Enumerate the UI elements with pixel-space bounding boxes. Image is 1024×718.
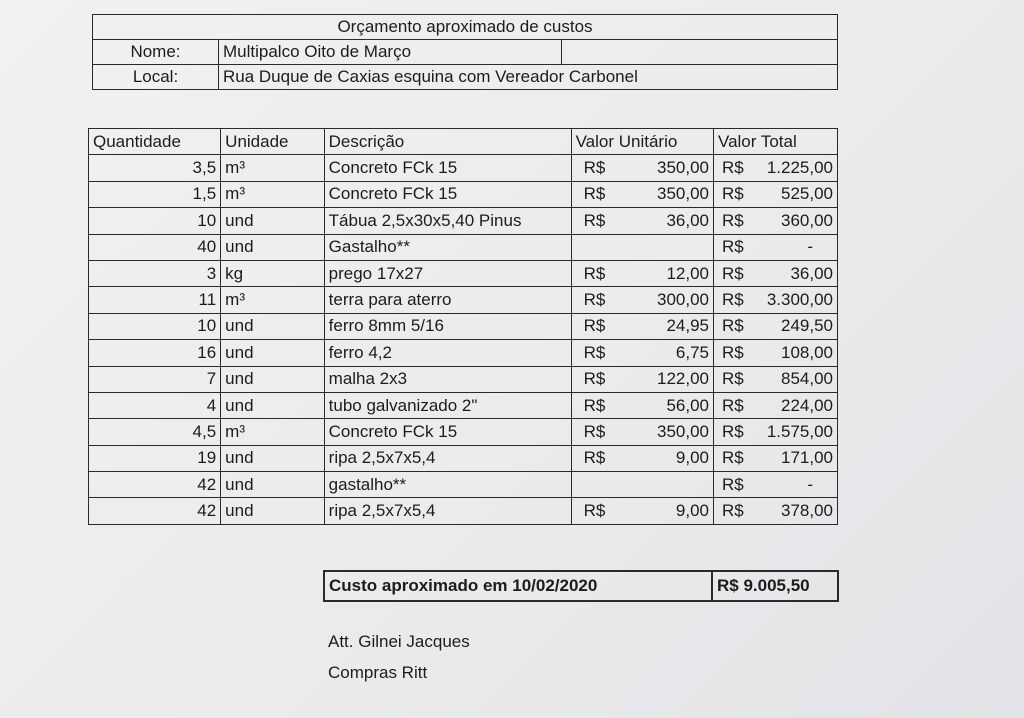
currency-symbol: R$ (722, 395, 744, 415)
name-extra-cell (562, 40, 838, 65)
total-price-cell (714, 313, 838, 339)
unit-price-value: 56,00 (666, 395, 709, 415)
description-cell: Concreto FCk 15 (324, 155, 571, 181)
unit-price-cell (571, 392, 713, 418)
unit-price-value: 9,00 (675, 448, 709, 468)
table-row (89, 260, 838, 286)
unit-price-value: 122,00 (657, 369, 709, 389)
unit-price-cell (571, 287, 713, 313)
table-row (89, 419, 838, 445)
unit-cell: und (221, 472, 324, 498)
signature-department: Compras Ritt (328, 663, 428, 682)
total-price-value: 224,00 (781, 395, 833, 415)
currency-symbol: R$ (722, 448, 744, 468)
total-price-value: 378,00 (781, 501, 833, 521)
quantity-cell: 16 (89, 340, 221, 366)
unit-cell: m³ (221, 155, 324, 181)
summary-table (323, 570, 839, 602)
table-header-row (89, 129, 838, 155)
local-value: Rua Duque de Caxias esquina com Vereador Carbonel (219, 65, 838, 90)
unit-cell: m³ (221, 181, 324, 207)
unit-price-cell (571, 234, 713, 260)
description-cell: ferro 8mm 5/16 (324, 313, 571, 339)
table-row (89, 366, 838, 392)
description-cell: prego 17x27 (324, 260, 571, 286)
currency-symbol: R$ (583, 342, 606, 362)
quantity-cell: 11 (89, 287, 221, 313)
unit-cell: und (221, 498, 324, 524)
currency-symbol: R$ (583, 395, 606, 415)
quantity-cell: 10 (89, 208, 221, 234)
unit-price-cell (571, 208, 713, 234)
column-header: Unidade (221, 129, 324, 155)
quantity-cell: 4 (89, 392, 221, 418)
signature-name: Att. Gilnei Jacques (328, 632, 470, 651)
table-row (89, 340, 838, 366)
currency-symbol: R$ (583, 448, 606, 468)
table-row (89, 313, 838, 339)
total-price-value: 171,00 (781, 448, 833, 468)
document-title: Orçamento aproximado de custos (93, 15, 838, 40)
unit-cell: kg (221, 260, 324, 286)
unit-price-cell (571, 419, 713, 445)
total-price-cell (714, 260, 838, 286)
quantity-cell: 7 (89, 366, 221, 392)
currency-symbol: R$ (583, 290, 606, 310)
description-cell: ripa 2,5x7x5,4 (324, 445, 571, 471)
total-price-value: 3.300,00 (766, 290, 833, 310)
total-price-cell (714, 392, 838, 418)
total-price-value: - (807, 237, 813, 257)
unit-price-value: 36,00 (666, 210, 709, 230)
total-price-cell (714, 419, 838, 445)
column-header: Valor Unitário (571, 129, 713, 155)
table-row (89, 287, 838, 313)
description-cell: Gastalho** (324, 234, 571, 260)
description-cell: ferro 4,2 (324, 340, 571, 366)
quantity-cell: 19 (89, 445, 221, 471)
table-row (89, 445, 838, 471)
unit-price-value: 24,95 (666, 316, 709, 336)
total-price-value: 1.575,00 (766, 421, 833, 441)
items-table (88, 128, 838, 525)
unit-cell: und (221, 392, 324, 418)
unit-price-value: 350,00 (657, 158, 709, 178)
currency-symbol: R$ (583, 184, 606, 204)
unit-cell: und (221, 366, 324, 392)
currency-symbol: R$ (722, 342, 744, 362)
table-row (89, 208, 838, 234)
currency-symbol: R$ (722, 501, 744, 521)
unit-cell: und (221, 234, 324, 260)
total-price-cell (714, 208, 838, 234)
column-header: Valor Total (714, 129, 838, 155)
unit-price-cell (571, 155, 713, 181)
currency-symbol: R$ (722, 316, 744, 336)
unit-price-cell (571, 366, 713, 392)
table-row (89, 498, 838, 524)
quantity-cell: 40 (89, 234, 221, 260)
table-row (89, 181, 838, 207)
table-row (89, 392, 838, 418)
description-cell: Concreto FCk 15 (324, 181, 571, 207)
currency-symbol: R$ (583, 421, 606, 441)
quantity-cell: 3 (89, 260, 221, 286)
quantity-cell: 42 (89, 498, 221, 524)
total-price-value: 360,00 (781, 210, 833, 230)
unit-price-value: 6,75 (675, 342, 709, 362)
currency-symbol: R$ (583, 501, 606, 521)
total-price-cell (714, 498, 838, 524)
quantity-cell: 4,5 (89, 419, 221, 445)
description-cell: Tábua 2,5x30x5,40 Pinus (324, 208, 571, 234)
unit-price-cell (571, 260, 713, 286)
description-cell: Concreto FCk 15 (324, 419, 571, 445)
currency-symbol: R$ (722, 184, 744, 204)
name-label: Nome: (93, 40, 219, 65)
currency-symbol: R$ (722, 158, 744, 178)
description-cell: gastalho** (324, 472, 571, 498)
description-cell: tubo galvanizado 2" (324, 392, 571, 418)
currency-symbol: R$ (722, 369, 744, 389)
name-value: Multipalco Oito de Março (219, 40, 562, 65)
total-price-cell (714, 366, 838, 392)
quantity-cell: 1,5 (89, 181, 221, 207)
total-price-cell (714, 287, 838, 313)
unit-price-value: 350,00 (657, 184, 709, 204)
description-cell: malha 2x3 (324, 366, 571, 392)
currency-symbol: R$ (583, 210, 606, 230)
description-cell: ripa 2,5x7x5,4 (324, 498, 571, 524)
column-header: Quantidade (89, 129, 221, 155)
total-price-cell (714, 472, 838, 498)
summary-total: R$ 9.005,50 (712, 571, 838, 601)
description-cell: terra para aterro (324, 287, 571, 313)
total-price-cell (714, 234, 838, 260)
currency-symbol: R$ (583, 158, 606, 178)
unit-cell: und (221, 445, 324, 471)
total-price-value: 1.225,00 (766, 158, 833, 178)
unit-price-value: 9,00 (675, 501, 709, 521)
currency-symbol: R$ (722, 421, 744, 441)
total-price-cell (714, 340, 838, 366)
unit-price-cell (571, 498, 713, 524)
currency-symbol: R$ (583, 316, 606, 336)
unit-price-cell (571, 472, 713, 498)
currency-symbol: R$ (722, 263, 744, 283)
currency-symbol: R$ (583, 263, 606, 283)
table-row (89, 472, 838, 498)
quantity-cell: 3,5 (89, 155, 221, 181)
total-price-value: - (807, 474, 813, 494)
unit-cell: und (221, 313, 324, 339)
unit-price-cell (571, 313, 713, 339)
total-price-value: 108,00 (781, 342, 833, 362)
unit-price-cell (571, 340, 713, 366)
unit-cell: m³ (221, 287, 324, 313)
unit-price-value: 12,00 (666, 263, 709, 283)
unit-price-cell (571, 445, 713, 471)
local-label: Local: (93, 65, 219, 90)
currency-symbol: R$ (722, 474, 744, 494)
quantity-cell: 42 (89, 472, 221, 498)
total-price-value: 249,50 (781, 316, 833, 336)
quantity-cell: 10 (89, 313, 221, 339)
total-price-cell (714, 445, 838, 471)
total-price-value: 525,00 (781, 184, 833, 204)
unit-price-cell (571, 181, 713, 207)
currency-symbol: R$ (583, 369, 606, 389)
unit-price-value: 300,00 (657, 290, 709, 310)
total-price-cell (714, 181, 838, 207)
unit-cell: und (221, 208, 324, 234)
total-price-value: 854,00 (781, 369, 833, 389)
unit-cell: und (221, 340, 324, 366)
budget-header-table (92, 14, 838, 90)
table-row (89, 155, 838, 181)
currency-symbol: R$ (722, 290, 744, 310)
summary-label: Custo aproximado em 10/02/2020 (324, 571, 712, 601)
currency-symbol: R$ (722, 237, 744, 257)
total-price-value: 36,00 (790, 263, 833, 283)
total-price-cell (714, 155, 838, 181)
column-header: Descrição (324, 129, 571, 155)
table-row (89, 234, 838, 260)
unit-cell: m³ (221, 419, 324, 445)
currency-symbol: R$ (722, 210, 744, 230)
unit-price-value: 350,00 (657, 421, 709, 441)
